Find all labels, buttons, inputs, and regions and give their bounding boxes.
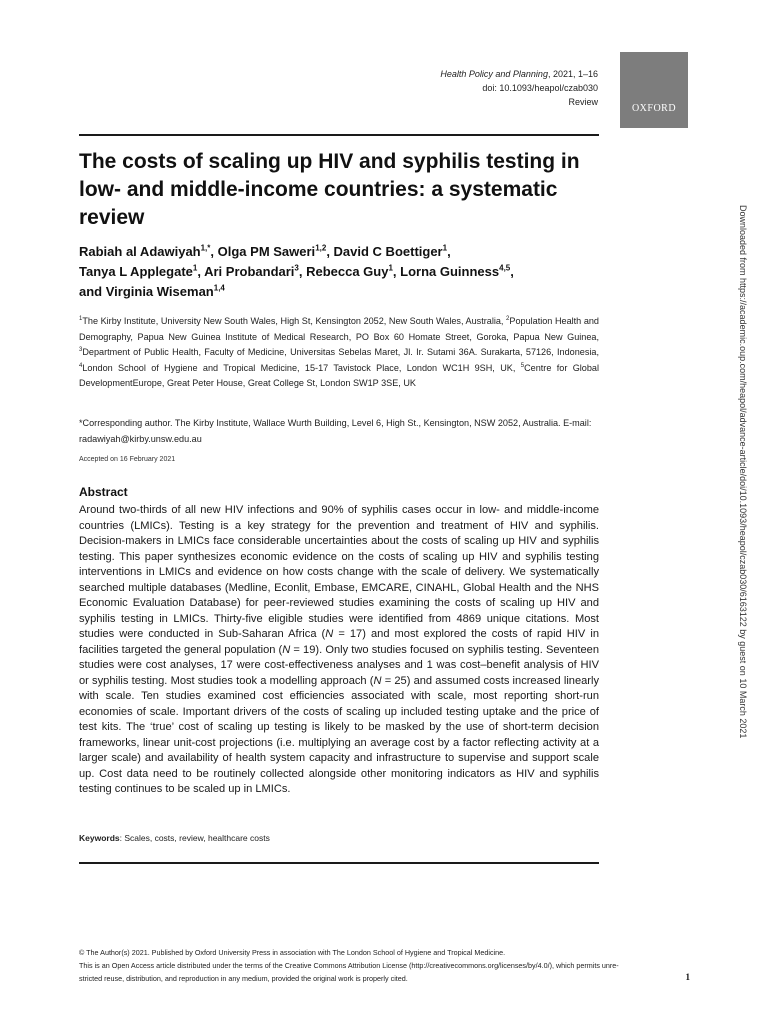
affiliations xyxy=(79,314,599,392)
author xyxy=(400,264,510,279)
author-affil-mark: 1,* xyxy=(200,243,211,253)
page-number: 1 xyxy=(685,972,690,982)
author-affil-mark: 1,2 xyxy=(315,243,327,253)
author xyxy=(218,244,327,259)
author-name: and Virginia Wiseman xyxy=(79,284,214,299)
abstract-italic-n: N xyxy=(325,628,334,640)
author-separator: , xyxy=(326,244,334,259)
author-name: David C Boettiger xyxy=(333,244,443,259)
author xyxy=(334,244,448,259)
author-affil-mark: 1,4 xyxy=(213,283,225,293)
keywords-label: Keywords xyxy=(79,833,120,843)
license-line-cont: stricted reuse, distribution, and reproduction in any medium, provided the original work is properly cited. xyxy=(79,974,408,983)
author-name: Tanya L Applegate xyxy=(79,264,193,279)
author xyxy=(79,264,197,279)
article-title: The costs of scaling up HIV and syphilis testing in low- and middle-income countries: a systematic review xyxy=(79,150,580,229)
affiliation-mark: 5 xyxy=(520,362,525,369)
oxford-logo-text: OXFORD xyxy=(631,103,677,114)
copyright-line: © The Author(s) 2021. Published by Oxford University Press in association with The London School of Hygiene and Tropical Medicine. xyxy=(79,948,506,957)
journal-name: Health Policy and Planning xyxy=(440,69,548,79)
author-name: Ari Probandari xyxy=(204,264,295,279)
author-separator: , xyxy=(197,264,205,279)
author-separator: , xyxy=(447,244,451,259)
article-type: Review xyxy=(568,97,598,107)
author-affil-mark: 1 xyxy=(192,263,198,273)
author xyxy=(204,264,299,279)
abstract-italic-n: N xyxy=(282,643,291,656)
accepted-date: Accepted on 16 February 2021 xyxy=(79,456,176,463)
affiliation: Population Health and Demography, Papua New Guinea Institute of Medical Research, PO Box 60 Homate Street, Goroka, Papua New Guinea, xyxy=(79,316,599,342)
license-line: This is an Open Access article distributed under the terms of the Creative Commons Attribution License (http://creativecommons.org/licenses/by/4.0/), which permits unre- xyxy=(79,961,619,970)
abstract-segment: = 25) and assumed costs increased linearly with scale. Ten studies examined cost efficiencies associated with scale, most reporting short-run economies of scale. Important drivers of the costs of scaling up included testing uptake and the price of test kits. The ‘true’ cost of scaling up testing is likely to be masked by the use of short-term decision frameworks, linear unit-cost projections (i.e. multiplying an average cost by a factor reflecting activity at a larger scale) and availability of health system capacity and infrastructure to supervise and support scale up. Cost data need to be routinely collected alongside other monitoring indicators as HIV and syphilis testing continues to be scaled up in LMICs. xyxy=(79,674,599,795)
author xyxy=(79,244,210,259)
author-affil-mark: 1 xyxy=(442,243,448,253)
abstract-italic-n: N xyxy=(373,674,382,687)
abstract-segment: = 17) and most explored the costs of rapid HIV in facilities targeted the general population ( xyxy=(79,628,599,656)
author-separator: , xyxy=(298,264,307,279)
top-rule xyxy=(79,134,599,136)
doi: doi: 10.1093/heapol/czab030 xyxy=(482,83,598,93)
abstract-text xyxy=(79,503,599,798)
journal-year-pages: , 2021, 1–16 xyxy=(547,69,598,79)
journal-meta xyxy=(298,67,598,109)
author-separator: , xyxy=(392,264,401,279)
author-separator: , xyxy=(510,264,514,279)
license-footer xyxy=(79,946,689,985)
abstract-segment: Around two-thirds of all new HIV infections and 90% of syphilis cases occur in low- and middle-income countries (LMICs). Testing is a key strategy for the prevention and treatment of HIV and syphilis. Decision-makers in LMICs face considerable uncertainties about the costs of scaling up HIV and syphilis testing. This paper synthesizes economic evidence on the costs of scaling up HIV and syphilis testing interventions in LMICs and evidence on how costs change with the scale of delivery. We systematically searched multiple databases (Medline, Econlit, Embase, EMCARE, CINAHL, Global Health and the NHS Economic Evaluation Database) for peer-reviewed studies examining the costs of scaling up HIV and syphilis testing in LMICs. Thirty-five eligible studies were identified from 4869 unique citations. Most studies were conducted in Sub-Saharan Africa ( xyxy=(79,504,599,640)
author-separator: , xyxy=(210,244,218,259)
affiliation: London School of Hygiene and Tropical Medicine, 15-17 Tavistock Place, London WC1H 9SH, UK, xyxy=(82,362,521,373)
author-name: Rabiah al Adawiyah xyxy=(79,244,201,259)
download-watermark: Downloaded from https://academic.oup.com/heapol/advance-article/doi/10.1093/heapol/czab030/6163122 by guest on 10 March 2021 xyxy=(738,205,748,739)
author-list xyxy=(79,242,599,302)
affiliation-mark: 4 xyxy=(79,362,83,369)
bottom-rule xyxy=(79,862,599,864)
author-name: Olga PM Saweri xyxy=(217,244,316,259)
keywords-text: : Scales, costs, review, healthcare costs xyxy=(119,833,270,843)
affiliation-mark: 3 xyxy=(79,347,83,354)
oxford-logo xyxy=(620,52,688,128)
author-affil-mark: 1 xyxy=(388,263,393,273)
author xyxy=(79,284,225,299)
affiliation-mark: 1 xyxy=(79,315,83,322)
affiliation: Centre for Global DevelopmentEurope, Great Peter House, Great College St, London SW1P 3SE, UK xyxy=(79,362,599,389)
author xyxy=(306,264,393,279)
author-name: Rebecca Guy xyxy=(306,264,389,279)
author-affil-mark: 4,5 xyxy=(499,263,511,273)
affiliation-mark: 2 xyxy=(506,315,510,322)
journal-citation xyxy=(298,67,598,81)
abstract-heading: Abstract xyxy=(79,485,128,499)
abstract-segment: = 19). Only two studies focused on syphilis testing. Seventeen studies were cost analyses, 17 were cost-effectiveness analyses and 1 was cost–benefit analysis of HIV or syphilis testing. Most studies took a modelling approach ( xyxy=(79,643,599,687)
corresponding-author: *Corresponding author. The Kirby Institute, Wallace Wurth Building, Level 6, High St., Kensington, NSW 2052, Australia. E-mail: radawiyah@kirby.unsw.edu.au xyxy=(79,418,592,444)
author-name: Lorna Guinness xyxy=(400,264,500,279)
affiliation: The Kirby Institute, University New South Wales, High St, Kensington 2052, New South Wales, Australia, xyxy=(82,316,507,326)
author-affil-mark: 3 xyxy=(294,263,299,273)
affiliation: Department of Public Health, Faculty of Medicine, Universitas Sebelas Maret, Jl. Ir. Sutami 36A. Surakarta, 57126, Indonesia, xyxy=(82,347,599,358)
keywords xyxy=(79,832,599,844)
